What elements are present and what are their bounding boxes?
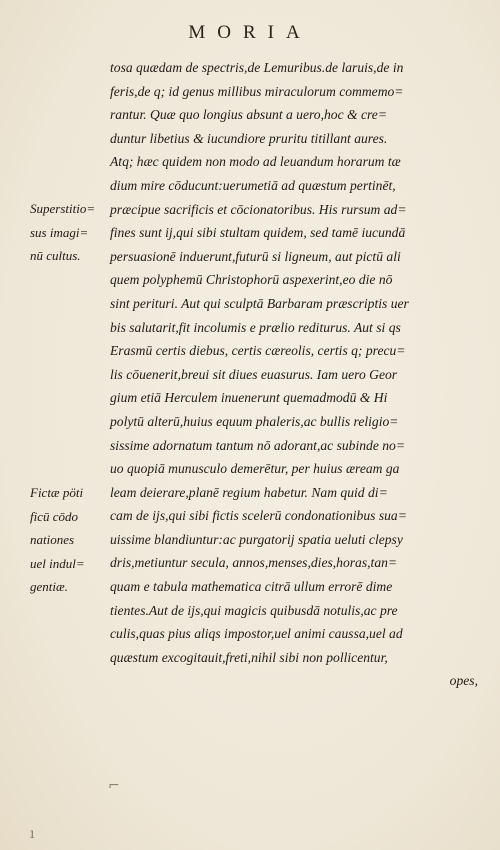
- text-line: opes,: [449, 673, 478, 689]
- running-title: MORIA: [188, 22, 312, 43]
- text-line: Atq; hæc quidem non modo ad leuandum horarum tæ: [110, 154, 401, 170]
- text-line: duntur libetius & iucundiore pruritu titillant aures.: [110, 130, 388, 146]
- margin-note-line: uel indul=: [30, 555, 85, 571]
- ink-mark: ⌐: [108, 778, 120, 794]
- text-line: leam deierare,planē regium habetur. Nam quid di=: [110, 484, 388, 500]
- text-line: bis salutarit,fit incolumis e prælio rediturus. Aut si qs: [110, 319, 401, 335]
- margin-note-line: gentiæ.: [30, 579, 68, 595]
- text-line: persuasionē induerunt,futurū si ligneum, aut pictū ali: [110, 248, 401, 264]
- main-text-block: [110, 56, 490, 693]
- text-line: sint perituri. Aut qui sculptā Barbaram præscriptis uer: [110, 295, 409, 311]
- margin-note-line: ficū cōdo: [30, 508, 79, 524]
- text-line: præcipue sacrificis et cōcionatoribus. His rursum ad=: [110, 201, 407, 217]
- text-line: cam de ijs,qui sibi fictis scelerū condonationibus sua=: [110, 508, 407, 524]
- text-line: uo quopiā munusculo demerētur, per huius æream ga: [110, 461, 400, 477]
- text-line: sissime adornatum tantum nō adorant,ac subinde no=: [110, 437, 406, 453]
- margin-note-line: nationes: [30, 532, 75, 548]
- text-line: culis,quas pius aliqs impostor,uel animi caussa,uel ad: [110, 626, 403, 642]
- text-line: Erasmū certis diebus, certis cæreolis, certis q; precu=: [110, 343, 406, 359]
- text-line: tosa quædam de spectris,de Lemuribus.de laruis,de in: [110, 60, 404, 75]
- text-line: polytū alterū,huius equum phaleris,ac bullis religio=: [110, 413, 399, 429]
- margin-note-line: nū cultus.: [30, 248, 81, 264]
- margin-note-line: Superstitio=: [30, 201, 96, 216]
- margin-note-line: sus imagi=: [30, 224, 89, 240]
- text-line: feris,de q; id genus millibus miraculorum commemo=: [110, 83, 404, 99]
- margin-note-indulgences: [30, 481, 110, 599]
- text-line: dium mire cōducunt:uerumetiā ad quæstum pertinēt,: [110, 177, 396, 193]
- text-line: uissime blandiuntur:ac purgatorij spatia ueluti clepsy: [110, 531, 403, 547]
- text-line: tientes.Aut de ijs,qui magicis quibusdā notulis,ac pre: [110, 602, 398, 618]
- text-line: quam e tabula mathematica citrā ullum errorē dime: [110, 579, 393, 595]
- text-line: fines sunt ij,qui sibi stultam quidem, sed tamē iucundā: [110, 225, 406, 241]
- margin-note-superstition: [30, 197, 110, 268]
- text-line: lis cōuenerit,breui sit diues euasurus. Iam uero Geor: [110, 366, 398, 382]
- text-line: dris,metiuntur secula, annos,menses,dies,horas,tan=: [110, 555, 398, 571]
- text-line: quem polyphemū Christophorū aspexerint,eo die nō: [110, 272, 393, 288]
- text-line: quæstum excogitauit,freti,nihil sibi non pollicentur,: [110, 649, 388, 665]
- text-line: rantur. Quæ quo longius absunt a uero,hoc & cre=: [110, 107, 388, 123]
- margin-note-line: Fictæ pöti: [30, 485, 84, 500]
- ink-mark: ı: [30, 826, 35, 842]
- text-line: gium etiā Herculem inuenerunt quemadmodū & Hi: [110, 390, 388, 406]
